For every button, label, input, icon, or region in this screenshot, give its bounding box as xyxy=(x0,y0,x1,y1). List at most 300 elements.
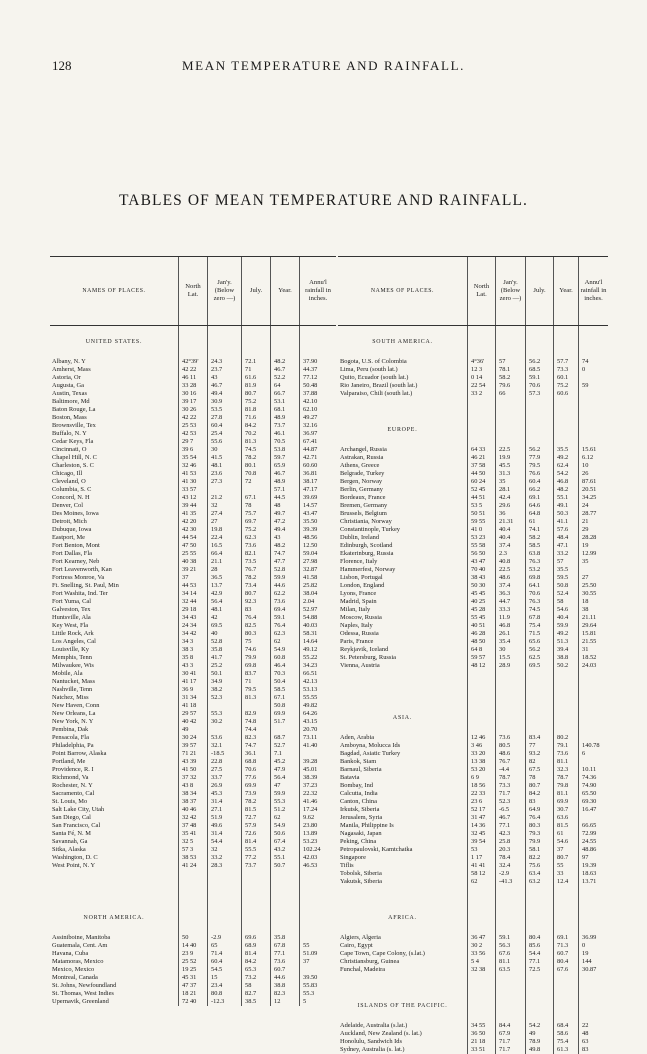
table-cell: 47 xyxy=(274,782,281,789)
table-cell: 49 xyxy=(529,1030,536,1037)
table-cell: 46.53 xyxy=(303,862,318,869)
place-name: Fort Leavenworth, Kan xyxy=(52,566,112,573)
table-cell: 55.3 xyxy=(274,798,286,805)
place-name: Mexico, Mexico xyxy=(52,966,95,973)
place-name: Bogota, U.S. of Colombia xyxy=(340,358,407,365)
place-name: Lisbon, Portugal xyxy=(340,574,383,581)
table-cell: 56.3 xyxy=(499,942,511,949)
table-cell: 49.82 xyxy=(303,702,318,709)
place-name: Milan, Italy xyxy=(340,606,371,613)
table-cell: 49.6 xyxy=(211,822,223,829)
table-cell: 26 xyxy=(582,470,589,477)
table-cell: 37 48 xyxy=(182,822,197,829)
table-cell: 72.99 xyxy=(582,830,597,837)
table-cell: 55.3 xyxy=(211,710,223,717)
table-cell xyxy=(579,374,608,382)
table-cell: 20.3 xyxy=(499,846,511,853)
place-name: Little Rock, Ark xyxy=(52,630,94,637)
table-cell: 27.3 xyxy=(211,478,223,485)
table-cell: 44.87 xyxy=(303,446,318,453)
table-cell: 21 18 xyxy=(471,1038,486,1045)
place-name: Ft. Snelling, St. Paul, Min xyxy=(52,582,119,589)
table-cell: 32.1 xyxy=(211,742,223,749)
table-cell: 144 xyxy=(582,958,592,965)
table-cell: 22.32 xyxy=(303,790,318,797)
table-cell: 1 17 xyxy=(471,854,483,861)
table-cell: 32.16 xyxy=(303,422,318,429)
table-cell: 50 30 xyxy=(471,582,486,589)
table-cell: 6 9 xyxy=(471,774,479,781)
table-cell: 42 xyxy=(211,614,218,621)
place-name: Cape Town, Cape Colony, (s.lat.) xyxy=(340,950,425,957)
table-cell: 68.9 xyxy=(245,942,257,949)
table-cell: 84.2 xyxy=(245,958,257,965)
table-cell: 65.3 xyxy=(245,966,257,973)
table-cell: 67.1 xyxy=(245,494,257,501)
table-cell: 56.4 xyxy=(211,598,223,605)
names-column xyxy=(50,326,178,1006)
table-cell: 81.4 xyxy=(245,838,257,845)
table-cell: 50.4 xyxy=(274,678,286,685)
table-cell: 74.90 xyxy=(582,782,597,789)
place-name: Savannah, Ga xyxy=(52,838,88,845)
table-cell: 34.9 xyxy=(211,678,223,685)
table-cell: 30 26 xyxy=(182,406,197,413)
place-name: Fort Washita, Ind. Ter xyxy=(52,590,108,597)
table-cell: 69.4 xyxy=(274,606,286,613)
table-cell: 102.24 xyxy=(303,846,321,853)
table-cell: 48 50 xyxy=(471,638,486,645)
table-cell: 2.04 xyxy=(303,598,315,605)
table-cell: 43.2 xyxy=(274,846,286,853)
table-cell: 81.4 xyxy=(245,950,257,957)
table-cell: 60.6 xyxy=(557,390,569,397)
table-cell: 53.1 xyxy=(274,398,286,405)
place-name: Brussels, Belgium xyxy=(340,510,387,517)
table-cell: 46 21 xyxy=(471,454,486,461)
table-cell: 73.11 xyxy=(303,734,318,741)
page-number: 128 xyxy=(52,58,72,73)
table-cell: 39 44 xyxy=(182,502,197,509)
table-cell: 43 xyxy=(211,374,218,381)
table-cell: 38.5 xyxy=(245,998,257,1005)
table-cell: 48 xyxy=(274,502,281,509)
place-name: St. Petersburg, Russia xyxy=(340,654,396,661)
table-cell: 57.3 xyxy=(529,390,541,397)
table-cell: 46.7 xyxy=(499,814,511,821)
table-cell: 36 xyxy=(499,510,506,517)
table-cell: 56.2 xyxy=(529,646,541,653)
table-cell: 80.7 xyxy=(529,782,541,789)
table-cell: 37 xyxy=(182,574,189,581)
table-cell: 41 50 xyxy=(182,766,197,773)
table-cell: 75.6 xyxy=(529,862,541,869)
table-cell: 54.4 xyxy=(211,838,223,845)
table-cell: 23.80 xyxy=(303,822,318,829)
table-cell: 22 33 xyxy=(471,790,486,797)
place-name: West Point, N. Y xyxy=(52,862,96,869)
table-cell: 75.2 xyxy=(245,398,257,405)
section-heading: SOUTH AMERICA. xyxy=(372,339,433,345)
table-cell: 59.1 xyxy=(499,934,511,941)
place-name: Pembina, Dak xyxy=(52,726,89,733)
january-column xyxy=(207,326,241,1006)
table-cell: 52.7 xyxy=(274,742,286,749)
table-cell: 39 21 xyxy=(182,566,197,573)
table-cell: 62.3 xyxy=(274,630,286,637)
place-name: Salt Lake City, Utah xyxy=(52,806,105,813)
table-cell: 32 38 xyxy=(471,966,486,973)
table-cell: 63.5 xyxy=(499,966,511,973)
table-cell: 81.1 xyxy=(557,790,569,797)
table-cell: 58.2 xyxy=(529,534,541,541)
table-cell: 60 24 xyxy=(471,478,486,485)
place-name: Auckland, New Zealand (s. lat.) xyxy=(340,1030,422,1037)
table-cell: 36.1 xyxy=(245,750,257,757)
table-cell: 41 24 xyxy=(182,862,197,869)
table-cell: 3 46 xyxy=(471,742,483,749)
place-name: Ekaterinburg, Russia xyxy=(340,550,394,557)
table-cell: 72 xyxy=(245,478,252,485)
table-cell: 69.9 xyxy=(557,798,569,805)
table-cell: 70.5 xyxy=(274,438,286,445)
table-cell: 77.6 xyxy=(245,774,257,781)
section-heading: NORTH AMERICA. xyxy=(83,915,145,921)
table-cell: 53.8 xyxy=(274,446,286,453)
place-name: Bremen, Germany xyxy=(340,502,388,509)
table-cell: 31.3 xyxy=(499,470,511,477)
page-title: TABLES OF MEAN TEMPERATURE AND RAINFALL. xyxy=(118,192,529,209)
table-cell: 80.2 xyxy=(557,734,569,741)
table-cell: 73.7 xyxy=(274,422,286,429)
table-cell xyxy=(242,702,270,710)
table-cell: 67.6 xyxy=(499,950,511,957)
table-cell: 77.9 xyxy=(529,454,541,461)
table-cell: 59.9 xyxy=(557,622,569,629)
table-cell: 27 xyxy=(211,518,218,525)
table-cell: 73.6 xyxy=(274,958,286,965)
table-cell: 73.6 xyxy=(274,598,286,605)
section-heading: AFRICA. xyxy=(388,915,417,921)
table-cell: 54.9 xyxy=(274,646,286,653)
place-name: Cairo, Egypt xyxy=(340,942,373,949)
table-cell: 32 5 xyxy=(182,838,194,845)
table-cell: 9.62 xyxy=(303,814,315,821)
table-cell: 65.9 xyxy=(274,462,286,469)
table-cell: 30.9 xyxy=(211,398,223,405)
table-cell: 45.01 xyxy=(303,766,318,773)
table-cell: 66 xyxy=(499,390,506,397)
table-cell: 60.4 xyxy=(211,422,223,429)
table-cell: 37.4 xyxy=(499,542,511,549)
table-cell xyxy=(208,726,241,734)
place-name: Portland, Me xyxy=(52,758,86,765)
table-cell: 28.77 xyxy=(582,510,597,517)
table-cell: 32 45 xyxy=(471,830,486,837)
table-cell: 27.4 xyxy=(211,510,223,517)
table-cell xyxy=(300,966,336,974)
table-cell: 27.1 xyxy=(211,806,223,813)
place-name: Montreal, Canada xyxy=(52,974,98,981)
table-cell: 81.9 xyxy=(245,382,257,389)
table-cell: 33 20 xyxy=(471,750,486,757)
place-name: Point Barrow, Alaska xyxy=(52,750,107,757)
table-cell: 76.7 xyxy=(245,566,257,573)
table-cell: 60.7 xyxy=(557,950,569,957)
table-cell: 24.55 xyxy=(582,838,597,845)
table-cell: 32 xyxy=(211,846,218,853)
table-cell: 49 xyxy=(182,726,189,733)
table-cell: 48.9 xyxy=(274,414,286,421)
table-cell: 38.2 xyxy=(211,686,223,693)
table-cell: 59.04 xyxy=(303,550,318,557)
section-heading: EUROPE. xyxy=(387,427,418,433)
table-cell: 60.8 xyxy=(274,654,286,661)
table-cell: 79.9 xyxy=(529,838,541,845)
year-column xyxy=(270,326,299,1006)
table-cell: 48 12 xyxy=(471,662,486,669)
table-cell: 41.40 xyxy=(303,742,318,749)
table-cell: 81.3 xyxy=(245,438,257,445)
place-name: Detroit, Mich xyxy=(52,518,87,525)
table-cell: 36.99 xyxy=(582,934,597,941)
table-cell: 56.2 xyxy=(529,446,541,453)
table-cell: 20.70 xyxy=(303,726,318,733)
table-cell: 22.5 xyxy=(499,446,511,453)
table-cell: 72.6 xyxy=(245,830,257,837)
header-year: Year. xyxy=(553,257,578,325)
table-cell: 5 xyxy=(303,998,307,1005)
place-name: Baton Rouge, La xyxy=(52,406,96,413)
table-cell: 6.12 xyxy=(582,454,594,461)
place-name: Des Moines, Iowa xyxy=(52,510,99,517)
table-cell: 61.6 xyxy=(245,374,257,381)
place-name: St. Johns, Newfoundland xyxy=(52,982,117,989)
table-cell: 79.8 xyxy=(557,782,569,789)
table-cell: 33.7 xyxy=(211,774,223,781)
table-cell: 23 9 xyxy=(182,950,194,957)
table-cell: 63.4 xyxy=(529,870,541,877)
place-name: Eastport, Me xyxy=(52,534,86,541)
table-cell: 53 23 xyxy=(471,534,486,541)
table-cell: 34.25 xyxy=(582,494,597,501)
table-cell: 43 12 xyxy=(182,494,197,501)
table-cell: 28.28 xyxy=(582,534,597,541)
table-cell: 43 8 xyxy=(182,782,194,789)
table-cell: 10 xyxy=(582,462,589,469)
table-cell: 75.4 xyxy=(557,1038,569,1045)
table-cell: 58.2 xyxy=(499,374,511,381)
table-cell: 32.3 xyxy=(557,766,569,773)
table-cell: 97 xyxy=(582,854,589,861)
place-name: Christiania, Norway xyxy=(340,518,392,525)
table-cell: 32 46 xyxy=(182,462,197,469)
table-cell: 62 xyxy=(274,638,281,645)
july-column xyxy=(525,326,553,1054)
table-cell: 74.7 xyxy=(274,550,286,557)
table-cell: 12.50 xyxy=(303,542,318,549)
table-cell: 70.6 xyxy=(245,766,257,773)
table-cell: 22.4 xyxy=(211,534,223,541)
table-cell: 46.8 xyxy=(557,478,569,485)
table-cell: 66.2 xyxy=(529,486,541,493)
table-cell: 34.23 xyxy=(303,662,318,669)
table-cell: 25 52 xyxy=(182,958,197,965)
table-cell: 35.5 xyxy=(557,566,569,573)
place-name: Honolulu, Sandwich Ids xyxy=(340,1038,402,1045)
table-cell: 26.1 xyxy=(499,630,511,637)
table-cell: 66.4 xyxy=(211,550,223,557)
place-name: Bordeaux, France xyxy=(340,494,386,501)
table-cell: 44.5 xyxy=(274,494,286,501)
table-cell: 48 xyxy=(582,1030,589,1037)
table-cell: 82.2 xyxy=(529,854,541,861)
table-body xyxy=(338,326,608,1054)
place-name: San Francisco, Cal xyxy=(52,822,101,829)
table-cell: 38.8 xyxy=(274,982,286,989)
table-cell: 18 21 xyxy=(182,990,197,997)
table-cell: 19.8 xyxy=(211,526,223,533)
table-cell: 51.7 xyxy=(274,718,286,725)
table-cell: 41 18 xyxy=(182,702,197,709)
table-cell: 55.83 xyxy=(303,982,318,989)
table-cell: 76.6 xyxy=(529,470,541,477)
table-cell: 42.03 xyxy=(303,854,318,861)
table-cell: 38.17 xyxy=(303,478,318,485)
table-cell: 33 2 xyxy=(471,390,483,397)
table-cell: 78.9 xyxy=(529,1038,541,1045)
table-cell: 87.61 xyxy=(582,478,597,485)
table-cell: 64.6 xyxy=(529,502,541,509)
table-cell: 36.3 xyxy=(499,590,511,597)
table-cell: 55 xyxy=(557,862,564,869)
place-name: London, England xyxy=(340,582,385,589)
table-cell: 29 7 xyxy=(182,438,194,445)
place-name: Singapore xyxy=(340,854,366,861)
table-cell: 76.4 xyxy=(274,622,286,629)
place-name: Augusta, Ga xyxy=(52,382,84,389)
table-cell: 27.5 xyxy=(211,766,223,773)
table-cell: 80.7 xyxy=(557,854,569,861)
table-cell: 72 40 xyxy=(182,998,197,1005)
table-cell: 80.4 xyxy=(557,958,569,965)
table-cell: 82 xyxy=(529,758,536,765)
table-cell: 140.78 xyxy=(582,742,600,749)
table-cell: 38 43 xyxy=(471,574,486,581)
header-jan: Jan'y. (Below zero —) xyxy=(495,257,525,325)
table-cell: 53 xyxy=(471,846,478,853)
table-cell: 52 17 xyxy=(471,806,486,813)
table-cell: 68.4 xyxy=(557,1022,569,1029)
place-name: Constantinople, Turkey xyxy=(340,526,401,533)
table-cell: 39.39 xyxy=(303,526,318,533)
table-cell: 16.5 xyxy=(211,542,223,549)
table-cell: 64 33 xyxy=(471,446,486,453)
table-cell: 66.7 xyxy=(274,390,286,397)
table-cell: 18.63 xyxy=(582,870,597,877)
table-cell: 49.7 xyxy=(274,510,286,517)
table-cell: 27.98 xyxy=(303,558,318,565)
table-cell: 77.2 xyxy=(245,854,257,861)
header-lat: North Lat. xyxy=(467,257,495,325)
table-cell: 45 28 xyxy=(471,606,486,613)
table-cell: 73.3 xyxy=(557,366,569,373)
table-cell: 29 xyxy=(582,526,589,533)
table-cell: -2.9 xyxy=(211,934,222,941)
table-cell: 56 50 xyxy=(471,550,486,557)
table-cell: 35.8 xyxy=(274,934,286,941)
table-cell: 19.9 xyxy=(499,454,511,461)
table-cell: 50.48 xyxy=(303,382,318,389)
place-name: Assiniboine, Manitoba xyxy=(52,934,111,941)
table-cell: 62 xyxy=(274,814,281,821)
table-cell: 53.5 xyxy=(211,406,223,413)
place-name: San Diego, Cal xyxy=(52,814,91,821)
table-cell: 23.7 xyxy=(211,366,223,373)
table-cell: 67.4 xyxy=(274,838,286,845)
table-cell: 40.4 xyxy=(499,526,511,533)
table-cell: 50 xyxy=(182,934,189,941)
table-cell: 73.6 xyxy=(499,734,511,741)
table-cell: 60.4 xyxy=(529,478,541,485)
place-name: Peking, China xyxy=(340,838,377,845)
place-name: Fort Dallas, Fla xyxy=(52,550,92,557)
table-cell: 75.7 xyxy=(245,510,257,517)
header-year: Year. xyxy=(270,257,299,325)
place-name: Galveston, Tex xyxy=(52,606,91,613)
table-cell: 28.1 xyxy=(499,486,511,493)
table-cell: 35 41 xyxy=(182,830,197,837)
table-cell: 23 6 xyxy=(471,798,483,805)
table-cell: 25.82 xyxy=(303,582,318,589)
table-cell: 64.8 xyxy=(529,510,541,517)
place-name: Bombay, Ind xyxy=(340,782,373,789)
table-cell: 22 54 xyxy=(471,382,486,389)
table-cell: 50.1 xyxy=(211,670,223,677)
table-cell: 51.09 xyxy=(303,950,318,957)
table-cell: 35 54 xyxy=(182,454,197,461)
table-cell: 37 xyxy=(557,846,564,853)
table-cell: 13 38 xyxy=(471,758,486,765)
table-cell: 65 xyxy=(211,942,218,949)
table-cell: 39 6 xyxy=(182,446,194,453)
place-name: Moscow, Russia xyxy=(340,614,382,621)
table-cell: 15.81 xyxy=(582,630,597,637)
table-cell: 77.12 xyxy=(303,374,318,381)
table-cell: 83.7 xyxy=(245,670,257,677)
table-cell: 62 xyxy=(471,878,478,885)
table-cell: 69.8 xyxy=(529,574,541,581)
table-cell: 20.51 xyxy=(582,486,597,493)
table-cell: 49.8 xyxy=(529,1046,541,1053)
july-column xyxy=(241,326,270,1006)
table-cell: 36 9 xyxy=(182,686,194,693)
table-cell: 54.2 xyxy=(529,1022,541,1029)
table-cell: 50.8 xyxy=(557,582,569,589)
table-cell: 29.6 xyxy=(499,502,511,509)
table-cell: 48.1 xyxy=(211,462,223,469)
table-cell: 43 39 xyxy=(182,758,197,765)
place-name: Guatemala, Cent. Am xyxy=(52,942,108,949)
table-cell xyxy=(300,750,336,758)
table-cell: 65.50 xyxy=(582,790,597,797)
table-cell: -2.9 xyxy=(499,870,510,877)
table-cell: 66.65 xyxy=(582,822,597,829)
table-cell: 78.4 xyxy=(499,854,511,861)
section-heading: UNITED STATES. xyxy=(85,339,143,345)
table-cell: 61 xyxy=(557,830,564,837)
table-cell: 12 xyxy=(274,998,281,1005)
